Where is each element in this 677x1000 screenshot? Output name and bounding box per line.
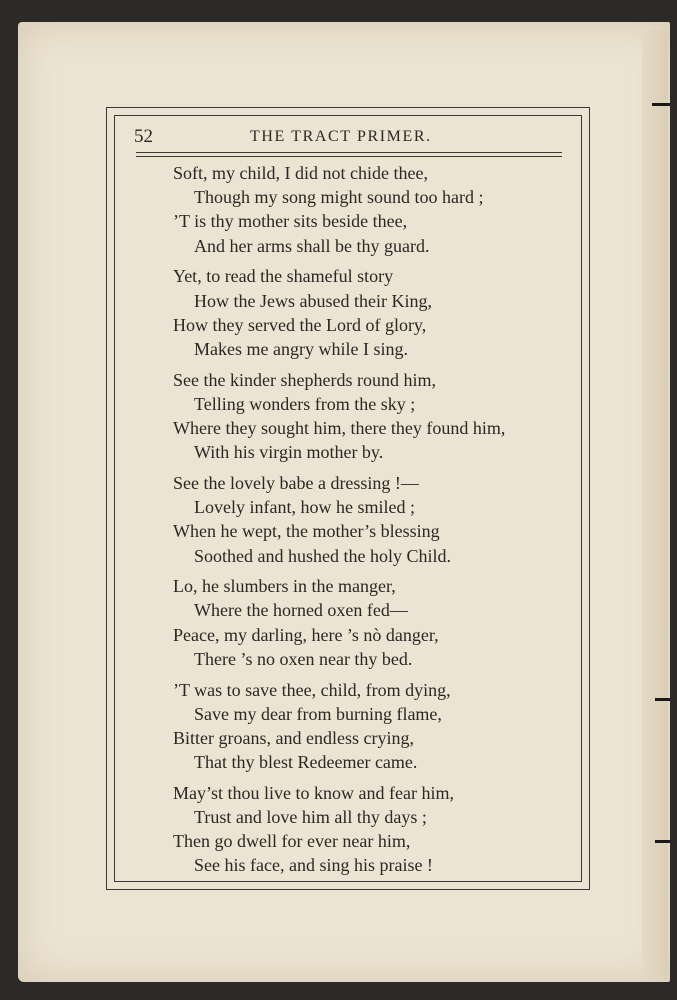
poem-line: Where the horned oxen fed— bbox=[194, 600, 408, 621]
poem-line: And her arms shall be thy guard. bbox=[194, 235, 430, 256]
stanza bbox=[173, 264, 573, 361]
poem-line: That thy blest Redeemer came. bbox=[194, 752, 418, 773]
poem-line: How they served the Lord of glory, bbox=[173, 314, 427, 335]
header-rule bbox=[136, 152, 562, 157]
poem-line: ’T was to save thee, child, from dying, bbox=[173, 679, 451, 700]
poem-line: Soothed and hushed the holy Child. bbox=[194, 545, 451, 566]
poem-line: Yet, to read the shameful story bbox=[173, 266, 394, 287]
stanza bbox=[173, 161, 573, 258]
poem-line: Lovely infant, how he smiled ; bbox=[194, 497, 415, 518]
stanza bbox=[173, 368, 573, 465]
binding-mark bbox=[655, 698, 670, 701]
poem-line: See the lovely babe a dressing !— bbox=[173, 472, 419, 493]
poem-line: Though my song might sound too hard ; bbox=[194, 187, 484, 208]
binding-mark bbox=[655, 840, 670, 843]
stanza bbox=[173, 678, 573, 775]
poem-line: With his virgin mother by. bbox=[194, 442, 384, 463]
page-number: 52 bbox=[134, 126, 153, 147]
poem-line: When he wept, the mother’s blessing bbox=[173, 521, 440, 542]
running-head: THE TRACT PRIMER. bbox=[250, 128, 432, 145]
poem-line: Save my dear from burning flame, bbox=[194, 703, 442, 724]
poem-line: Where they sought him, there they found him, bbox=[173, 418, 506, 439]
poem-line: Lo, he slumbers in the manger, bbox=[173, 576, 396, 597]
poem-line: Then go dwell for ever near him, bbox=[173, 831, 411, 852]
stanza bbox=[173, 471, 573, 568]
poem-line: Trust and love him all thy days ; bbox=[194, 807, 427, 828]
stanza bbox=[173, 781, 573, 878]
poem-line: See his face, and sing his praise ! bbox=[194, 855, 433, 876]
poem-line: Peace, my darling, here ’s nò danger, bbox=[173, 624, 439, 645]
poem-line: Makes me angry while I sing. bbox=[194, 338, 408, 359]
poem-line: Telling wonders from the sky ; bbox=[194, 393, 416, 414]
page-edge bbox=[642, 30, 668, 975]
stanza bbox=[173, 574, 573, 671]
poem-line: Bitter groans, and endless crying, bbox=[173, 727, 414, 748]
poem-line: May’st thou live to know and fear him, bbox=[173, 782, 454, 803]
poem-line: See the kinder shepherds round him, bbox=[173, 369, 436, 390]
poem-line: How the Jews abused their King, bbox=[194, 290, 432, 311]
poem-line: Soft, my child, I did not chide thee, bbox=[173, 163, 428, 183]
poem-line: There ’s no oxen near thy bed. bbox=[194, 648, 413, 669]
poem-line: ’T is thy mother sits beside thee, bbox=[173, 211, 408, 232]
poem bbox=[173, 161, 573, 884]
binding-mark bbox=[652, 103, 670, 106]
